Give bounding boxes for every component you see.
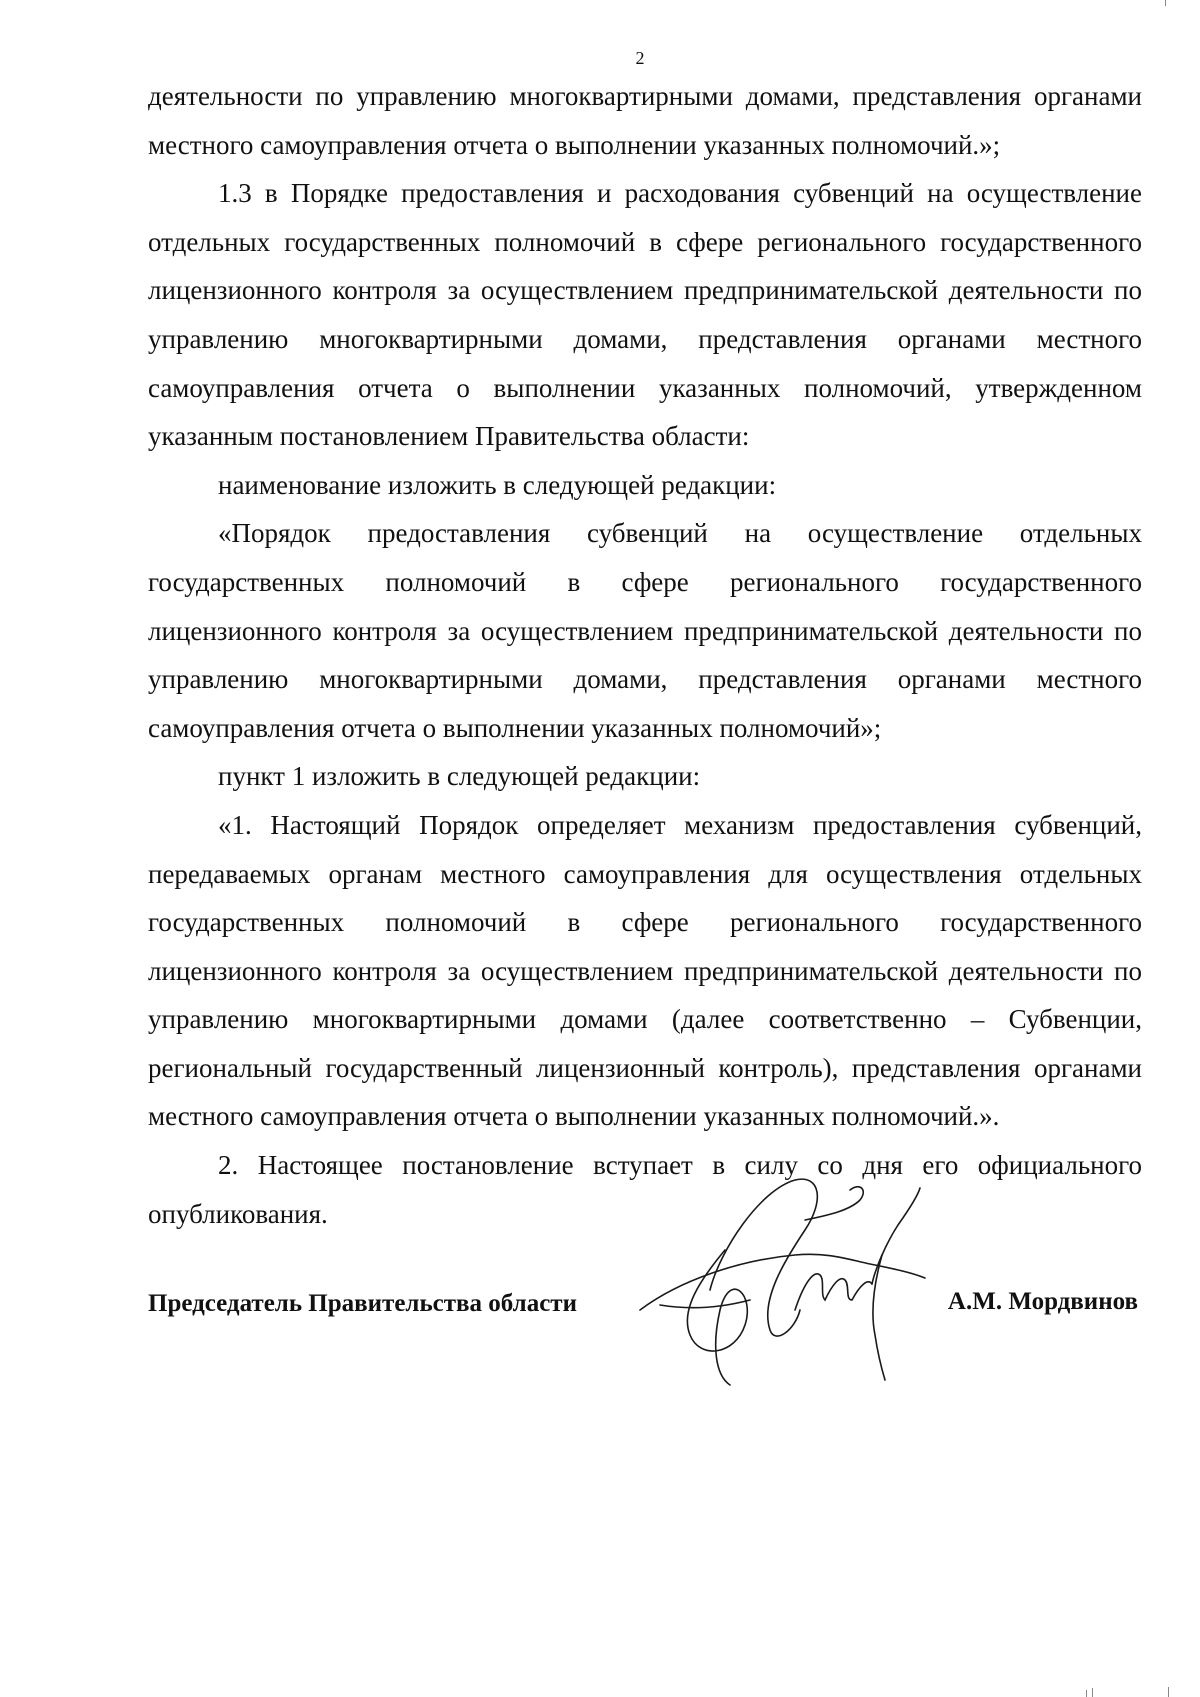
paragraph-point-instruction: пункт 1 изложить в следующей редакции: (218, 761, 701, 792)
paragraph-new-title: «Порядок предоставления субвенций на осуществление отдельных государственных полномочий в сфере регионального государственного лицензионного контроля за осуществлением предпринимательской деятельности по управлению многоквартирными домами, представления органами местного самоуправления отчета о выполнении указанных полномочий»; (148, 518, 1142, 743)
scan-mark (1092, 1688, 1093, 1697)
scan-mark (1168, 1687, 1169, 1697)
paragraph-item-2: 2. Настоящее постановление вступает в силу со дня его официального опубликования. (148, 1150, 1142, 1229)
paragraph-point-1: «1. Настоящий Порядок определяет механизм предоставления субвенций, передаваемых органам местного самоуправления для осуществления отдельных государственных полномочий в сфере регионального государственного лицензионного контроля за осуществлением предпринимательской деятельности по управлению многоквартирными домами (далее соответственно – Субвенции, региональный государственный лицензионный контроль), представления органами местного самоуправления отчета о выполнении указанных полномочий.». (148, 809, 1142, 1132)
handwritten-signature-icon (620, 1160, 930, 1400)
signatory-title: Председатель Правительства области (148, 1290, 577, 1317)
scan-mark (1086, 1690, 1087, 1697)
page-number: 2 (635, 48, 645, 68)
paragraph-title-instruction: наименование изложить в следующей редакции: (218, 469, 777, 500)
scan-mark (1165, 0, 1166, 6)
paragraph-item-1-3: 1.3 в Порядке предоставления и расходования субвенций на осуществление отдельных государственных полномочий в сфере регионального государственного лицензионного контроля за осуществлением предпринимательской деятельности по управлению многоквартирными домами, представления органами местного самоуправления отчета о выполнении указанных полномочий, утвержденном указанным постановлением Правительства области: (148, 178, 1142, 452)
paragraph-continuation: деятельности по управлению многоквартирными домами, представления органами местного самоуправления отчета о выполнении указанных полномочий.»; (148, 81, 1142, 160)
document-body (148, 72, 1142, 1238)
signatory-name: А.М. Мордвинов (947, 1288, 1138, 1315)
